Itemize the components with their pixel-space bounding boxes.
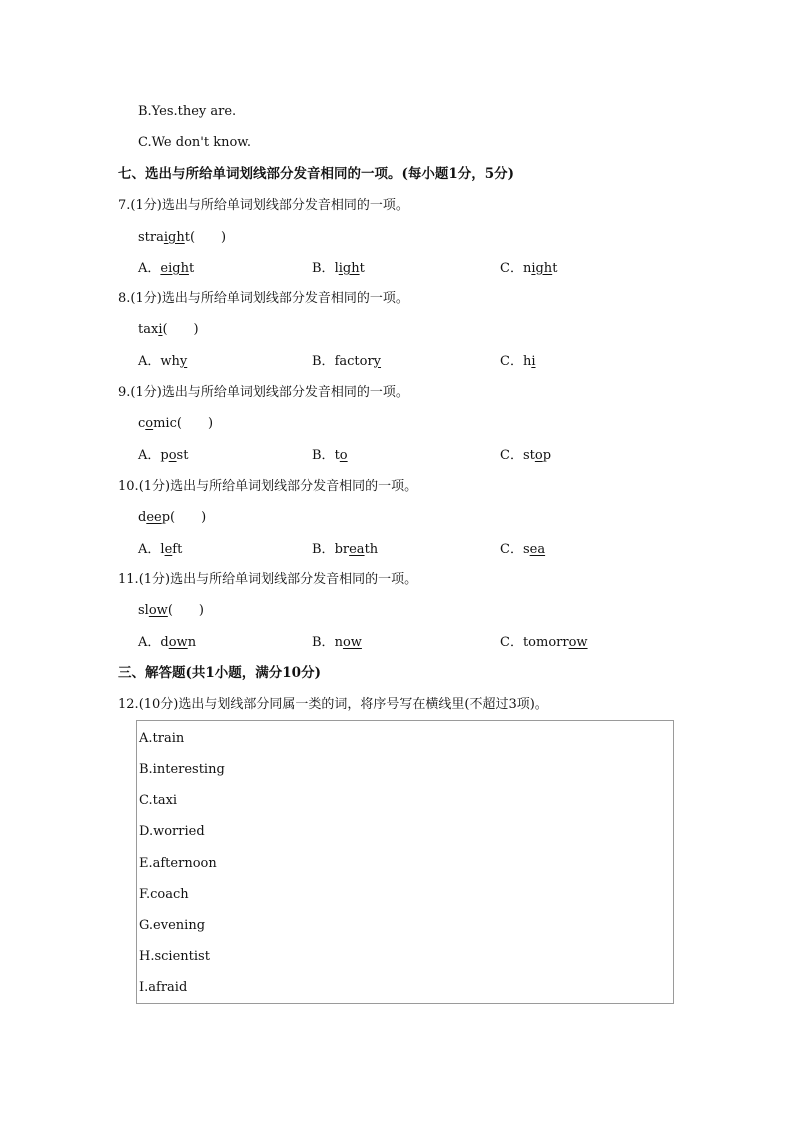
option-underlined: ea [529,542,546,557]
question-9-stem [118,384,409,402]
option-underlined: igh [338,261,360,276]
prev-option-b: B.Yes.they are. [138,104,237,119]
option-post: th [364,542,379,557]
question-10-word [138,509,206,527]
question-11-stem [118,571,417,589]
option-pre: n [522,261,532,276]
option-a[interactable] [138,541,182,559]
option-pre: st [522,448,535,463]
word-pre: c [138,416,146,431]
question-8-options [138,353,738,371]
option-b[interactable] [312,541,378,559]
answer-blank[interactable]: ( ) [170,510,207,525]
option-post: t [552,261,558,276]
question-11-word [138,602,204,620]
option-post: n [187,635,197,650]
question-stem-text: (10分)选出与划线部分同属一类的词，将序号写在横线里(不超过3项)。 [138,697,548,712]
word-underlined: ow [148,603,168,618]
question-12-stem [118,696,548,714]
option-c[interactable] [500,447,551,465]
option-post: t [359,261,365,276]
question-9-options [138,447,738,465]
word-bank-item: G.evening [139,918,206,933]
word-bank-box [136,720,674,1004]
option-label: B． [312,448,335,463]
option-label: A． [138,354,161,369]
word-bank-item: F.coach [139,887,189,902]
option-label: A． [138,635,161,650]
option-label: B． [312,635,335,650]
option-label: B． [312,261,335,276]
option-pre: p [160,448,169,463]
question-9-word [138,415,213,433]
option-b[interactable] [312,260,365,278]
option-label: C． [500,542,523,557]
option-label: A． [138,261,161,276]
option-underlined: y [179,354,188,369]
question-number: 11. [118,572,139,587]
option-underlined: o [534,448,543,463]
option-underlined: e [164,542,173,557]
word-underlined: ee [146,510,162,525]
word-post: p [161,510,171,525]
question-stem-text: (1分)选出与所给单词划线部分发音相同的一项。 [130,291,409,306]
option-underlined: o [339,448,348,463]
word-pre: d [138,510,147,525]
word-pre: sl [138,603,149,618]
question-10-options [138,541,738,559]
question-stem-text: (1分)选出与所给单词划线部分发音相同的一项。 [138,479,418,494]
section7-title: 七、选出与所给单词划线部分发音相同的一项。(每小题1分，5分) [118,166,515,182]
option-b[interactable] [312,634,362,652]
option-pre: d [160,635,169,650]
option-underlined: ea [349,542,365,557]
question-number: 7. [118,198,131,213]
option-c[interactable] [500,260,557,278]
option-c[interactable] [500,541,545,559]
option-label: C． [500,261,523,276]
option-label: B． [312,542,335,557]
question-7-options [138,260,738,278]
option-a[interactable] [138,260,194,278]
option-label: C． [500,635,523,650]
word-bank-item: C.taxi [139,793,178,808]
option-c[interactable] [500,353,536,371]
question-stem-text: (1分)选出与所给单词划线部分发音相同的一项。 [130,198,409,213]
word-bank-item: H.scientist [139,949,210,964]
option-pre: factor [334,354,374,369]
word-bank-item: A.train [139,731,185,746]
option-pre: h [522,354,532,369]
option-underlined: i [531,354,536,369]
answer-blank[interactable]: ( ) [162,322,199,337]
option-underlined: y [373,354,382,369]
option-a[interactable] [138,353,187,371]
option-pre: l [334,261,339,276]
option-c[interactable] [500,634,588,652]
prev-option-c: C.We don't know. [138,135,251,150]
option-post: t [188,261,195,276]
word-bank-item: E.afternoon [139,856,217,871]
question-number: 9. [118,385,131,400]
option-label: C． [500,448,523,463]
answer-blank[interactable]: ( ) [167,603,204,618]
option-post: st [176,448,189,463]
question-stem-text: (1分)选出与所给单词划线部分发音相同的一项。 [138,572,418,587]
option-pre: wh [160,354,180,369]
question-number: 10. [118,479,139,494]
word-underlined: i [158,322,163,337]
option-post: p [542,448,552,463]
option-pre: br [334,542,350,557]
option-underlined: ow [342,635,362,650]
option-pre: n [334,635,343,650]
word-pre: tax [138,322,159,337]
option-pre: s [522,542,530,557]
question-number: 12. [118,697,139,712]
question-11-options [138,634,738,652]
option-underlined: igh [531,261,553,276]
option-pre: t [334,448,340,463]
answer-blank[interactable]: ( ) [189,230,227,245]
option-underlined: ow [568,635,588,650]
option-a[interactable] [138,447,188,465]
section3-title: 三、解答题(共1小题，满分10分) [118,665,321,681]
word-bank-item: I.afraid [139,980,188,995]
option-pre: l [160,542,165,557]
question-8-stem [118,290,409,308]
question-7-stem [118,197,409,215]
word-underlined: o [145,416,154,431]
word-post: mic [153,416,177,431]
option-label: A． [138,542,161,557]
option-underlined: eigh [160,261,189,276]
question-8-word [138,321,199,339]
option-underlined: ow [168,635,188,650]
word-underlined: igh [163,230,185,245]
question-10-stem [118,478,417,496]
option-label: A． [138,448,161,463]
word-pre: stra [138,230,164,245]
option-a[interactable] [138,634,196,652]
question-stem-text: (1分)选出与所给单词划线部分发音相同的一项。 [130,385,409,400]
option-underlined: o [168,448,177,463]
option-label: B． [312,354,335,369]
option-post: ft [172,542,183,557]
option-label: C． [500,354,523,369]
answer-blank[interactable]: ( ) [176,416,214,431]
option-b[interactable] [312,447,348,465]
word-bank-item: B.interesting [139,762,225,777]
option-b[interactable] [312,353,381,371]
word-bank-item: D.worried [139,824,205,839]
word-post: t [184,230,190,245]
option-pre: tomorr [522,635,569,650]
question-number: 8. [118,291,131,306]
question-7-word [138,229,226,247]
